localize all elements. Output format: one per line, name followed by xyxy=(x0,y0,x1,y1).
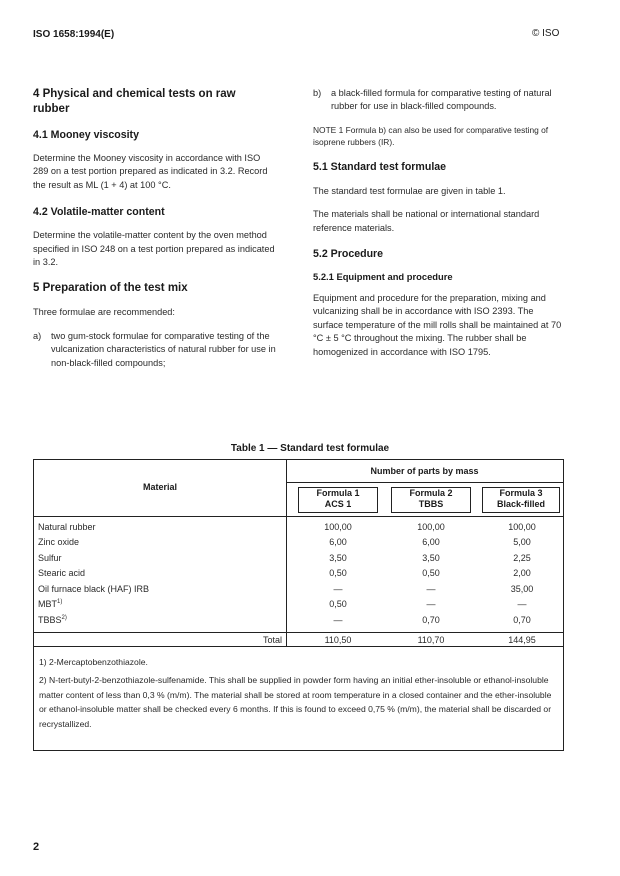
formula-1-header: Formula 1 xyxy=(316,488,360,498)
table-cell: 3,50 xyxy=(329,553,347,563)
right-column xyxy=(313,87,564,359)
table-row-label xyxy=(38,599,62,609)
table-row-label: Stearic acid xyxy=(38,568,86,578)
total-formula-3: 144,95 xyxy=(508,635,536,645)
table-row-label: Zinc oxide xyxy=(38,537,80,547)
table-cell: 0,50 xyxy=(422,568,440,578)
table-cell: 0,70 xyxy=(422,615,440,625)
table-row-label: Sulfur xyxy=(38,553,62,563)
list-item-a xyxy=(33,330,278,370)
section-4-heading: 4 Physical and chemical tests on raw rubber xyxy=(33,88,236,115)
section-4-2-text: Determine the volatile-matter content by the oven method specified in ISO 248 on a test portion prepared as indicated in 3.2. xyxy=(33,230,275,268)
page-number: 2 xyxy=(33,841,40,853)
left-column xyxy=(33,87,278,370)
table-cell: 6,00 xyxy=(329,537,347,547)
document-id: ISO 1658:1994(E) xyxy=(33,29,115,40)
total-formula-2: 110,70 xyxy=(417,635,445,645)
table-row-label xyxy=(38,615,67,625)
table-cell: — xyxy=(333,584,343,594)
list-item-a-text: two gum-stock formulae for comparative testing of the vulcanization characteristics of natural rubber for use in non-black-filled compounds; xyxy=(51,330,276,368)
formula-2-subheader: TBBS xyxy=(418,499,444,509)
table-cell: 2,25 xyxy=(513,553,531,563)
table-cell: 0,70 xyxy=(513,615,531,625)
formula-1-subheader: ACS 1 xyxy=(324,499,352,509)
section-4-2-heading: 4.2 Volatile-matter content xyxy=(33,206,165,219)
copyright-mark: © ISO xyxy=(532,28,560,39)
section-4-1-text: Determine the Mooney viscosity in accordance with ISO 289 on a test portion prepared as indicated in 3.2. Record the result as ML (1 + 4) at 100 °C. xyxy=(33,153,268,190)
list-item-b-label: b) xyxy=(313,88,322,98)
table-cell: 100,00 xyxy=(417,522,445,532)
section-4-1-heading: 4.1 Mooney viscosity xyxy=(33,129,139,141)
note-1: NOTE 1 Formula b) can also be used for comparative testing of isoprene rubbers (IR). xyxy=(313,124,549,147)
list-item-a-label: a) xyxy=(33,330,42,341)
footnote-ref-1: 1) xyxy=(57,599,63,605)
tbbs-label: TBBS xyxy=(38,615,62,625)
footnote-ref-2: 2) xyxy=(61,615,67,621)
table-cell: 5,00 xyxy=(513,537,531,547)
list-item-b xyxy=(313,87,564,114)
total-formula-1: 110,50 xyxy=(324,635,352,645)
total-label: Total xyxy=(262,635,282,645)
table-cell: 100,00 xyxy=(324,522,352,532)
table-cell: 2,00 xyxy=(513,568,531,578)
formula-2-header: Formula 2 xyxy=(409,488,453,498)
table-cell: — xyxy=(426,599,436,609)
formulae-table xyxy=(33,459,564,751)
table-cell: 6,00 xyxy=(422,537,440,547)
formula-3-header: Formula 3 xyxy=(499,488,543,498)
table-row-label: Oil furnace black (HAF) IRB xyxy=(38,584,150,594)
table-footnote-1: 1) 2-Mercaptobenzothiazole. xyxy=(39,657,148,667)
table-cell: — xyxy=(426,584,436,594)
section-5-intro: Three formulae are recommended: xyxy=(33,307,175,318)
section-5-2-1-heading: 5.2.1 Equipment and procedure xyxy=(313,271,453,283)
section-5-1-text-1: The standard test formulae are given in table 1. xyxy=(313,185,506,196)
table-row-label: Natural rubber xyxy=(38,522,96,532)
table-cell: 0,50 xyxy=(329,568,347,578)
section-5-1-heading: 5.1 Standard test formulae xyxy=(313,160,447,173)
table-cell: — xyxy=(517,599,527,609)
parts-by-mass-header: Number of parts by mass xyxy=(370,466,479,476)
table-cell: 0,50 xyxy=(329,599,347,609)
table-cell: — xyxy=(333,615,343,625)
table-cell: 100,00 xyxy=(508,522,536,532)
section-5-1-text-2: The materials shall be national or international standard reference materials. xyxy=(313,209,540,233)
section-5-2-heading: 5.2 Procedure xyxy=(313,248,384,261)
section-5-heading: 5 Preparation of the test mix xyxy=(33,282,188,295)
list-item-b-text: a black-filled formula for comparative testing of natural rubber for use in black-filled compounds. xyxy=(331,88,552,112)
mbt-label: MBT xyxy=(38,599,57,609)
material-header: Material xyxy=(142,482,177,492)
table-cell: 35,00 xyxy=(510,584,534,594)
table-title: Table 1 — Standard test formulae xyxy=(230,443,390,454)
table-footnote-2: 2) N-tert-butyl-2-benzothiazole-sulfenamide. This shall be supplied in powder form having an initial ether-insoluble or ethanol-insoluble matter content of less than 0,3 % (m/m). The material shall be stored at room temperature in a closed container and the ether-insoluble or ethanol-insoluble matter shall be checked every 6 months. If this is found to exceed 0,75 % (m/m), the material shall be discarded or recrystallized. xyxy=(39,675,552,729)
formula-3-subheader: Black-filled xyxy=(496,499,545,509)
section-5-2-1-text: Equipment and procedure for the preparation, mixing and vulcanizing shall be in accordance with ISO 2393. The surface temperature of the mill rolls shall be maintained at 70 °C ± 5 °C throughout the mixing. The rubber shall be homogenized in accordance with ISO 1795. xyxy=(313,293,562,357)
table-cell: 3,50 xyxy=(422,553,440,563)
